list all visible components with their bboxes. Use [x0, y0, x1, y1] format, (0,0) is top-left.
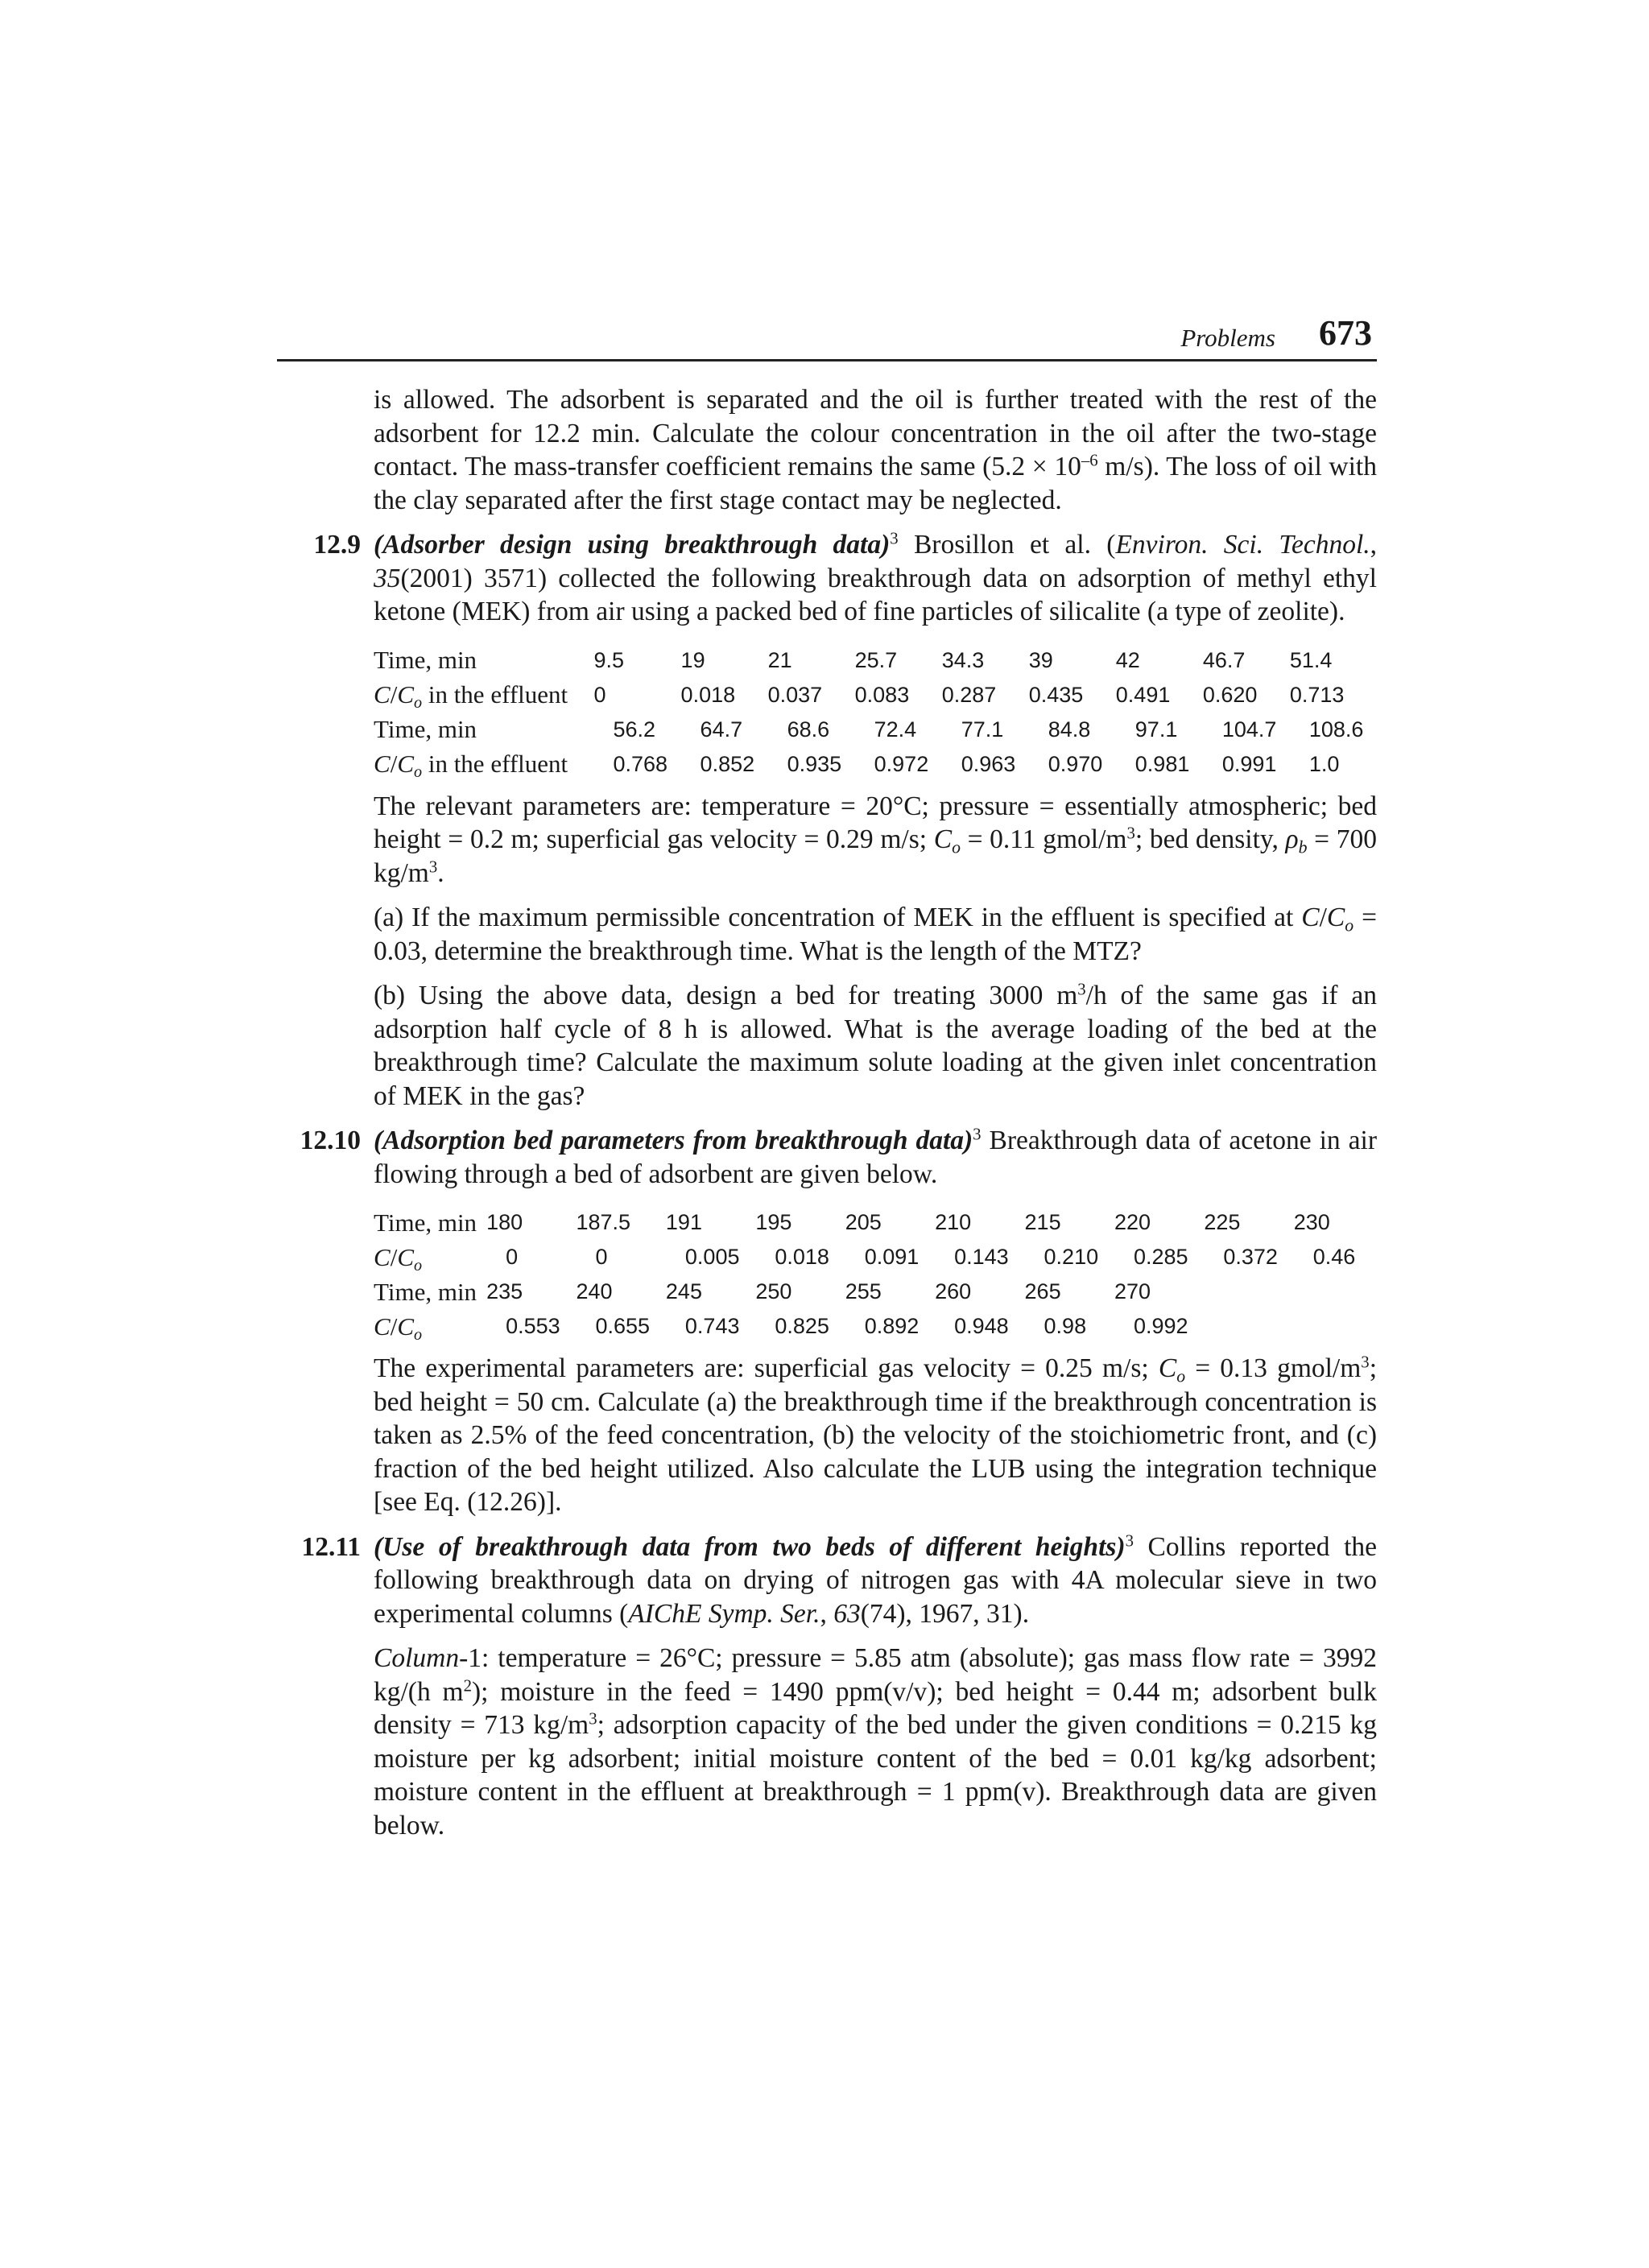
- running-head: [277, 312, 1377, 357]
- breakthrough-table-mek: [374, 643, 1377, 782]
- problem-12-9: [277, 528, 1377, 1113]
- part-a: (a) If the maximum permissible concentration of MEK in the effluent is specified at $C/C_o = 0.03$, determine the breakthrough time. What is the length of the MTZ?: [374, 903, 1377, 966]
- problem-title: (Use of breakthrough data from two beds of different heights): [374, 1531, 1126, 1562]
- table-row: $C/C_o$ in the effluent 0.768 0.852 0.935 0.972 0.963 0.970 0.981 0.991 1.0: [374, 750, 1340, 782]
- problem-statement: (Adsorber design using breakthrough data)$^3$ Brosillon et al. (Environ. Sci. Technol., 35(2001) 3571) collected the following breakthrough data on adsorption of methyl ethyl ketone (MEK) from air using a packed bed of fine particles of silicalite (a type of zeolite).: [374, 529, 1377, 626]
- problem-12-10: [277, 1124, 1377, 1519]
- breakthrough-table-acetone: [374, 1205, 1377, 1344]
- problem-number: 12.11: [301, 1531, 361, 1562]
- table-row: Time, min 56.2 64.7 68.6 72.4 77.1 84.8 97.1 104.7 108.6: [374, 715, 1364, 743]
- table-row: Time, min 235 240 245 250 255 260 265 270: [374, 1277, 1151, 1306]
- problem-title: (Adsorption bed parameters from breakthrough data): [374, 1126, 973, 1155]
- parameters-paragraph: The experimental parameters are: superficial gas velocity = 0.25 m/s; $C_o = 0.13$ gmol/$m^3$; bed height = 50 cm. Calculate (a) the breakthrough time if the breakthrough concentration is taken as 2.5% of the feed concentration, (b) the velocity of the stoichiometric front, and (c) fraction of the bed height utilized. Also calculate the LUB using the integration technique [see Eq. (12.26)].: [374, 1353, 1377, 1517]
- problem-12-11: [277, 1531, 1377, 1843]
- problem-number: 12.9: [313, 530, 361, 560]
- header-rule: [277, 359, 1377, 361]
- table-row: $C/C_o$ in the effluent 0 0.018 0.037 0.083 0.287 0.435 0.491 0.620 0.713: [374, 680, 1345, 713]
- table-row: Time, min 180 187.5 191 195 205 210 215 220 225 230: [374, 1208, 1330, 1237]
- page-number: 673: [1319, 313, 1372, 353]
- continuation-paragraph: is allowed. The adsorbent is separated and the oil is further treated with the rest of the adsorbent for 12.2 min. Calculate the colour concentration in the oil after the two-stage contact. The mass-transfer coefficient remains the same ($5.2 \times 10^{-6}$ m/s). The loss of oil with the clay separated after the first stage contact may be neglected.: [374, 385, 1377, 515]
- part-b: (b) Using the above data, design a bed for treating 3000 $m^3/h$ of the same gas if an adsorption half cycle of 8 h is allowed. What is the average loading of the bed at the breakthrough time? Calculate the maximum solute loading at the given inlet concentration of MEK in the gas?: [374, 980, 1377, 1111]
- parameters-paragraph: The relevant parameters are: temperature = 20°C; pressure = essentially atmospheric; bed height = 0.2 m; superficial gas velocity = 0.29 m/s; $C_o = 0.11$ gmol/$m^3$; bed density, $\rho_b = 700$ $kg/m^3$.: [374, 791, 1377, 888]
- table-row: $C/C_o$ 0.553 0.655 0.743 0.825 0.892 0.948 0.98 0.992: [374, 1312, 1188, 1344]
- problem-statement: (Adsorption bed parameters from breakthrough data)$^3$ Breakthrough data of acetone in air flowing through a bed of adsorbent are given below.: [374, 1125, 1377, 1189]
- column-1-paragraph: Column-1: temperature = 26°C; pressure = 5.85 atm (absolute); gas mass flow rate = 3992 kg/(h $m^2$); moisture in the feed = 1490 ppm(v/v); bed height = 0.44 m; adsorbent bulk density = 713 $kg/m^3$; adsorption capacity of the bed under the given conditions = 0.215 kg moisture per kg adsorbent; initial moisture content of the bed = 0.01 kg/kg adsorbent; moisture content in the effluent at breakthrough = 1 ppm(v). Breakthrough data are given below.: [374, 1643, 1378, 1840]
- table-row: Time, min 9.5 19 21 25.7 34.3 39 42 46.7 51.4: [374, 646, 1333, 674]
- problem-title: (Adsorber design using breakthrough data): [374, 530, 891, 560]
- problem-number: 12.10: [300, 1126, 361, 1155]
- problem-statement: (Use of breakthrough data from two beds of different heights)$^3$ Collins reported the following breakthrough data on drying of nitrogen gas with 4A molecular sieve in two experimental columns (AIChE Symp. Ser., 63(74), 1967, 31).: [374, 1531, 1377, 1629]
- page-body: [277, 383, 1377, 1842]
- running-head-section: Problems: [1180, 324, 1275, 352]
- table-row: $C/C_o$ 0 0 0.005 0.018 0.091 0.143 0.210 0.285 0.372 0.46: [374, 1242, 1356, 1274]
